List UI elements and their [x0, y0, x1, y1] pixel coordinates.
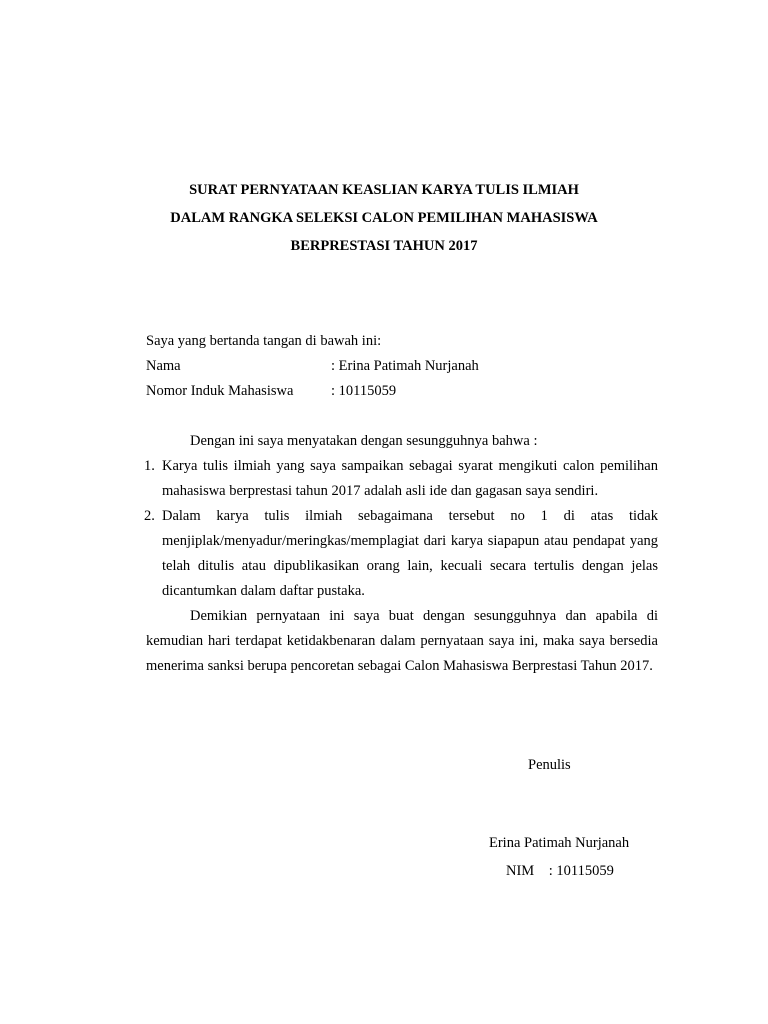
signature-nim-value: : 10115059 [548, 863, 614, 879]
name-label: Nama [146, 358, 181, 374]
signature-block [489, 829, 629, 885]
opening-line: Saya yang bertanda tangan di bawah ini: [146, 333, 382, 349]
nim-row [146, 379, 666, 404]
list-item-number: 2. [144, 508, 155, 524]
list-item-text: Karya tulis ilmiah yang saya sampaikan sebagai syarat mengikuti calon pemilihan mahasiswa berprestasi tahun 2017 adalah asli ide dan gagasan saya sendiri. [162, 458, 658, 499]
signature-name: Erina Patimah Nurjanah [489, 835, 630, 851]
statement-body [146, 429, 658, 679]
list-item [146, 454, 658, 504]
title-line-1: SURAT PERNYATAAN KEASLIAN KARYA TULIS ILMIAH [189, 182, 579, 198]
nim-value: : 10115059 [331, 383, 397, 399]
list-item-number: 1. [144, 458, 155, 474]
title-line-2: DALAM RANGKA SELEKSI CALON PEMILIHAN MAHASISWA [170, 210, 598, 226]
statement-lead: Dengan ini saya menyatakan dengan sesungguhnya bahwa : [190, 433, 538, 449]
signature-nim-label: NIM [506, 863, 535, 879]
signature-role: Penulis [528, 757, 571, 773]
identity-block [146, 329, 666, 404]
list-item [146, 504, 658, 604]
name-value: : Erina Patimah Nurjanah [331, 358, 479, 374]
list-item-text: Dalam karya tulis ilmiah sebagaimana tersebut no 1 di atas tidak menjiplak/menyadur/meringkas/memplagiat dari karya siapapun atau pendapat yang telah ditulis atau dipublikasikan orang lain, kecuali secara tertulis dengan jelas dicantumkan dalam daftar pustaka. [162, 508, 658, 599]
statement-list [146, 454, 658, 604]
title-line-3: BERPRESTASI TAHUN 2017 [290, 238, 478, 254]
nim-label: Nomor Induk Mahasiswa [146, 383, 294, 399]
signature-nim-row [489, 857, 629, 885]
document-title [0, 176, 768, 260]
name-row [146, 354, 666, 379]
closing-paragraph: Demikian pernyataan ini saya buat dengan sesungguhnya dan apabila di kemudian hari terdapat ketidakbenaran dalam pernyataan saya ini, maka saya bersedia menerima sanksi berupa pencoretan sebagai Calon Mahasiswa Berprestasi Tahun 2017. [146, 608, 658, 674]
